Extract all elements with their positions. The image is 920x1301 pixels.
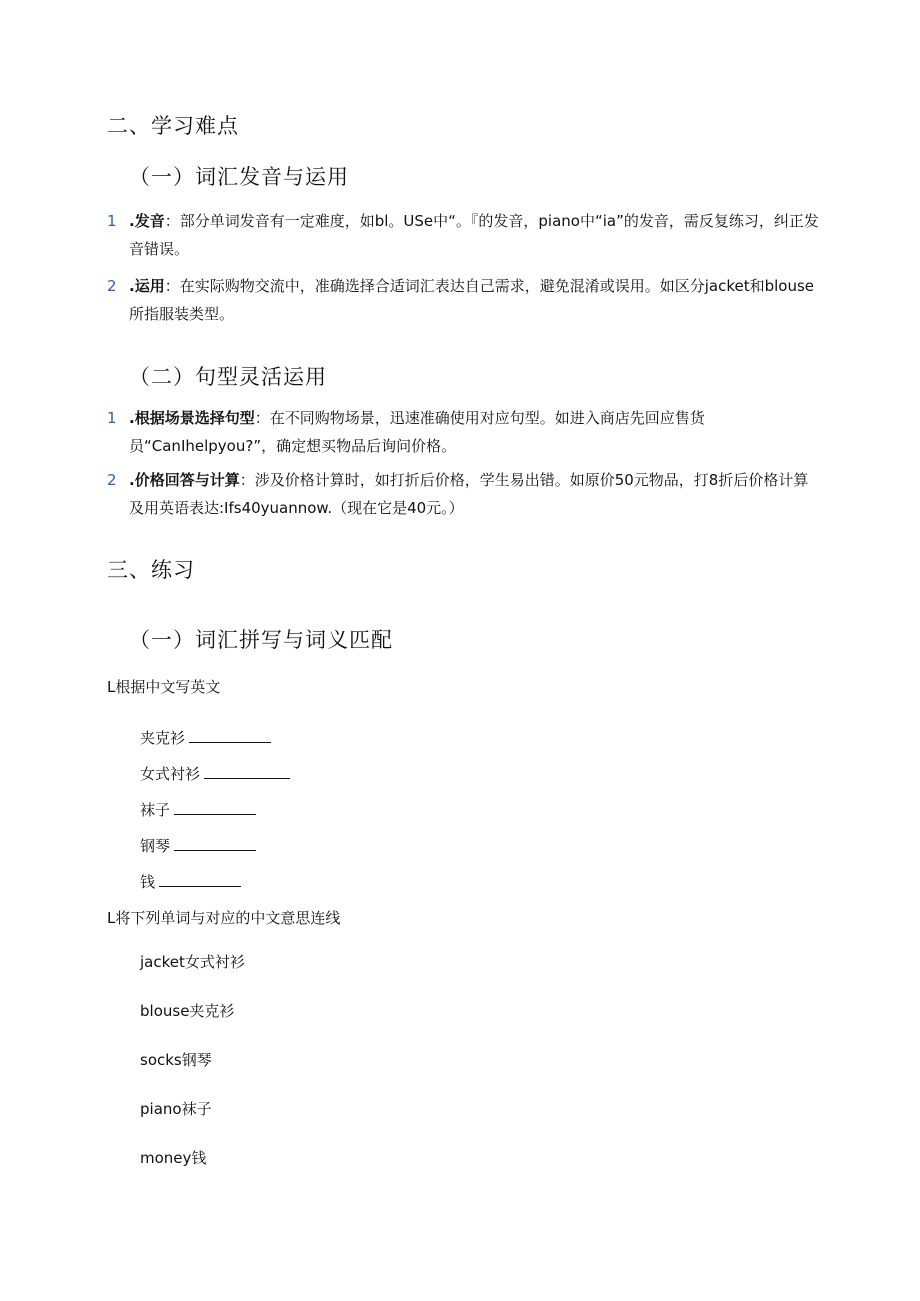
task-instruction: L根据中文写英文	[107, 678, 221, 696]
subsection-heading-sentences: （二）句型灵活运用	[129, 365, 327, 389]
list-item	[107, 466, 822, 522]
matching-pair: blouse夹克衫	[140, 1002, 235, 1020]
list-item-text: ：部分单词发音有一定难度，如bl。USe中“。『的发音，piano中“ia”的发音，需反复练习，纠正发音错误。	[129, 212, 819, 258]
list-item-key: .根据场景选择句型	[129, 409, 255, 427]
list-item-body	[129, 466, 822, 522]
list-item-body	[129, 272, 822, 328]
answer-blank[interactable]	[174, 800, 256, 815]
list-item-key: .价格回答与计算	[129, 471, 240, 489]
vocab-blank-item	[140, 726, 271, 750]
task-instruction: L将下列单词与对应的中文意思连线	[107, 909, 341, 927]
vocab-word: 袜子	[140, 801, 171, 819]
vocab-blank-item	[140, 798, 256, 822]
subsection-heading-spelling: （一）词汇拼写与词义匹配	[129, 628, 393, 652]
matching-pair: jacket女式衬衫	[140, 953, 245, 971]
list-number: 2	[107, 471, 117, 489]
vocab-blank-item	[140, 834, 256, 858]
vocab-word: 钢琴	[140, 837, 171, 855]
list-item-key: .发音	[129, 212, 165, 230]
vocab-word: 钱	[140, 873, 156, 891]
matching-pair: money钱	[140, 1149, 207, 1167]
list-number: 2	[107, 277, 117, 295]
matching-pair: socks钢琴	[140, 1051, 212, 1069]
answer-blank[interactable]	[159, 872, 241, 887]
list-item	[107, 207, 822, 263]
list-item-text: ：涉及价格计算时，如打折后价格，学生易出错。如原价50元物品，打8折后价格计算及用英语表达:Ifs40yuannow.（现在它是40元。）	[129, 471, 809, 517]
list-item-text: ：在实际购物交流中，准确选择合适词汇表达自己需求，避免混淆或误用。如区分jacket和blouse所指服装类型。	[129, 277, 814, 323]
list-item-key: .运用	[129, 277, 165, 295]
list-item-text: ：在不同购物场景，迅速准确使用对应句型。如进入商店先回应售货员“CanIhelpyou?”，确定想买物品后询问价格。	[129, 409, 705, 455]
vocab-word: 夹克衫	[140, 729, 186, 747]
answer-blank[interactable]	[174, 836, 256, 851]
matching-pair: piano袜子	[140, 1100, 212, 1118]
subsection-heading-vocabulary: （一）词汇发音与运用	[129, 165, 349, 189]
answer-blank[interactable]	[189, 728, 271, 743]
section-heading-exercises: 三、练习	[107, 558, 195, 582]
section-heading-difficulties: 二、学习难点	[107, 114, 239, 138]
list-item-body	[129, 207, 822, 263]
vocab-blank-item	[140, 762, 290, 786]
list-number: 1	[107, 212, 117, 230]
list-item-body	[129, 404, 822, 460]
list-number: 1	[107, 409, 117, 427]
vocab-word: 女式衬衫	[140, 765, 201, 783]
list-item	[107, 404, 822, 460]
list-item	[107, 272, 822, 328]
vocab-blank-item	[140, 870, 241, 894]
answer-blank[interactable]	[204, 764, 290, 779]
